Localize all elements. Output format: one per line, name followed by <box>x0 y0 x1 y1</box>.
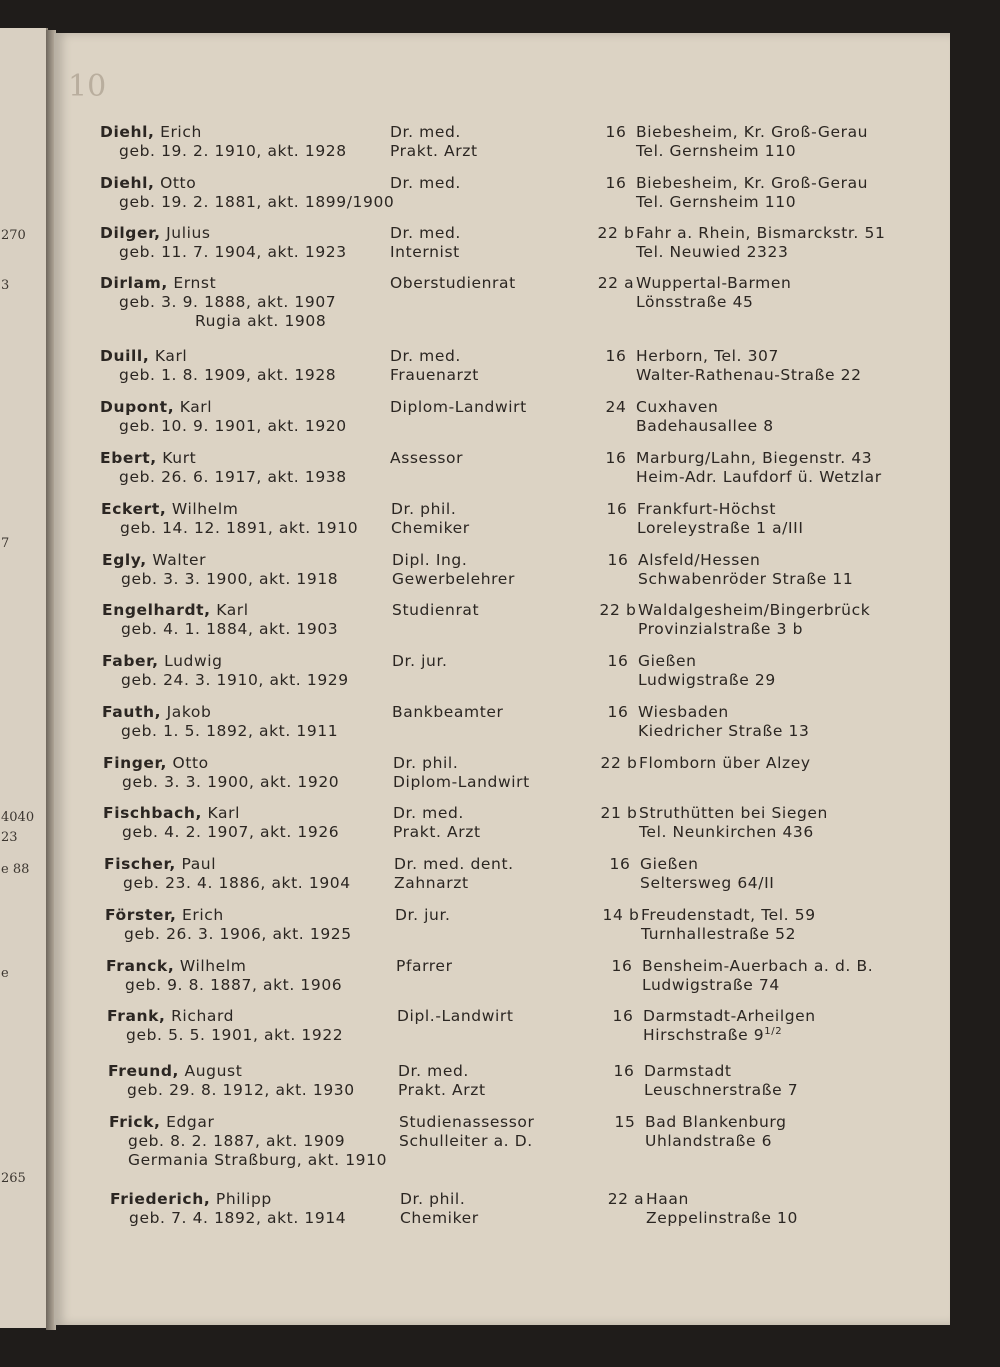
profession-detail: Chemiker <box>391 519 470 537</box>
name-line <box>102 703 402 722</box>
birth-line: geb. 9. 8. 1887, akt. 1906 <box>125 976 343 994</box>
address-line: Herborn, Tel. 307 <box>636 347 779 365</box>
address-line: Biebesheim, Kr. Groß-Gerau <box>636 174 869 192</box>
address-column <box>645 1113 945 1151</box>
name-line <box>103 754 403 773</box>
address-line: Bad Blankenburg <box>645 1113 787 1131</box>
margin-note: e <box>1 966 9 981</box>
margin-note: 7 <box>1 536 10 551</box>
birth-line: geb. 5. 5. 1901, akt. 1922 <box>126 1026 344 1044</box>
surname: Franck, <box>106 957 175 975</box>
address-line: Bensheim-Auerbach a. d. B. <box>642 957 874 975</box>
margin-note: 265 <box>1 1171 26 1186</box>
name-column <box>100 123 400 161</box>
surname: Dupont, <box>100 398 175 416</box>
profession: Dr. med. <box>393 804 464 822</box>
address-text: Provinzialstraße 3 b <box>638 620 804 638</box>
name-line <box>100 174 400 193</box>
name-line <box>105 906 405 925</box>
district-code: 16 <box>605 174 627 192</box>
address-column <box>638 703 938 741</box>
profession: Dr. jur. <box>392 652 448 670</box>
profession: Dr. med. <box>390 123 461 141</box>
profession: Assessor <box>390 449 464 467</box>
profession: Dipl.-Landwirt <box>397 1007 514 1025</box>
name-column <box>101 500 401 538</box>
address-line: Gießen <box>640 855 699 873</box>
address-text: Turnhallestraße 52 <box>641 925 797 943</box>
name-line <box>104 855 404 874</box>
profession: Dr. med. <box>390 224 461 242</box>
given-name: Karl <box>179 398 213 416</box>
profession-column <box>393 804 593 842</box>
address-text: Badehausallee 8 <box>636 417 774 435</box>
given-name: Edgar <box>166 1113 215 1131</box>
profession: Diplom-Landwirt <box>390 398 527 416</box>
address-column <box>643 1007 943 1045</box>
address-text: Ludwigstraße 29 <box>638 671 776 689</box>
surname: Eckert, <box>101 500 167 518</box>
district-code: 22 b <box>600 754 638 772</box>
address-text: Loreleystraße 1 a/III <box>637 519 804 537</box>
profession-column <box>390 449 590 468</box>
name-line <box>100 274 400 293</box>
address-column <box>637 500 937 538</box>
name-column <box>103 754 403 792</box>
name-column <box>104 855 404 893</box>
surname: Frick, <box>109 1113 161 1131</box>
address-line-2 <box>638 620 938 639</box>
surname: Fischbach, <box>103 804 203 822</box>
address-line-2 <box>636 417 936 436</box>
district-code: 16 <box>607 551 629 569</box>
given-name: Ernst <box>173 274 217 292</box>
address-text: Seltersweg 64/II <box>640 874 775 892</box>
given-name: Walter <box>152 551 207 569</box>
given-name: Philipp <box>215 1190 272 1208</box>
profession-column <box>398 1062 598 1100</box>
name-line <box>106 957 406 976</box>
profession-column <box>397 1007 597 1026</box>
profession: Dr. med. <box>390 347 461 365</box>
name-column <box>107 1007 407 1045</box>
address-text: Walter-Rathenau-Straße 22 <box>636 366 862 384</box>
surname: Ebert, <box>100 449 157 467</box>
profession-column <box>390 123 590 161</box>
name-line <box>108 1062 408 1081</box>
address-column <box>642 957 942 995</box>
birth-line: geb. 4. 2. 1907, akt. 1926 <box>122 823 340 841</box>
name-column <box>100 174 400 212</box>
given-name: Erich <box>182 906 224 924</box>
profession: Dr. med. dent. <box>394 855 514 873</box>
profession: Bankbeamter <box>392 703 504 721</box>
name-column <box>103 804 403 842</box>
name-column <box>100 274 400 331</box>
district-code: 16 <box>611 957 633 975</box>
name-column <box>100 224 400 262</box>
given-name: Karl <box>154 347 188 365</box>
given-name: Wilhelm <box>179 957 247 975</box>
address-column <box>638 601 938 639</box>
surname: Frank, <box>107 1007 166 1025</box>
name-line <box>100 224 400 243</box>
district-code: 14 b <box>602 906 640 924</box>
surname: Fischer, <box>104 855 176 873</box>
profession-detail: Prakt. Arzt <box>390 142 478 160</box>
district-code: 21 b <box>600 804 638 822</box>
birth-line: geb. 10. 9. 1901, akt. 1920 <box>119 417 347 435</box>
address-line: Fahr a. Rhein, Bismarckstr. 51 <box>636 224 886 242</box>
district-code: 16 <box>612 1007 634 1025</box>
address-line: Darmstadt-Arheilgen <box>643 1007 816 1025</box>
profession-column <box>392 703 592 722</box>
name-column <box>102 601 402 639</box>
name-line <box>102 652 402 671</box>
name-column <box>100 398 400 436</box>
birth-line: geb. 7. 4. 1892, akt. 1914 <box>129 1209 347 1227</box>
surname: Finger, <box>103 754 167 772</box>
name-line <box>109 1113 409 1132</box>
directory-page <box>54 33 950 1325</box>
address-line: Freudenstadt, Tel. 59 <box>641 906 816 924</box>
surname: Freund, <box>108 1062 180 1080</box>
profession-column <box>390 224 590 262</box>
birth-line: geb. 4. 1. 1884, akt. 1903 <box>121 620 339 638</box>
address-text: Tel. Gernsheim 110 <box>636 142 797 160</box>
surname: Dirlam, <box>100 274 168 292</box>
address-column <box>641 906 941 944</box>
profession: Dr. phil. <box>391 500 457 518</box>
margin-note: 4040 <box>1 810 35 825</box>
address-column <box>636 274 936 312</box>
district-code: 16 <box>607 703 629 721</box>
address-line-2 <box>636 193 936 212</box>
address-column <box>638 652 938 690</box>
address-line-2 <box>636 243 936 262</box>
district-code: 15 <box>614 1113 636 1131</box>
profession: Dipl. Ing. <box>392 551 468 569</box>
birth-line: geb. 3. 3. 1900, akt. 1918 <box>121 570 339 588</box>
birth-line: geb. 26. 6. 1917, akt. 1938 <box>119 468 347 486</box>
address-line: Marburg/Lahn, Biegenstr. 43 <box>636 449 873 467</box>
facing-page-edge <box>0 28 48 1328</box>
address-column <box>639 754 939 773</box>
district-code: 22 b <box>597 224 635 242</box>
name-column <box>102 551 402 589</box>
address-line-2 <box>646 1209 946 1228</box>
district-code: 16 <box>609 855 631 873</box>
profession-column <box>390 398 590 417</box>
profession: Dr. med. <box>398 1062 469 1080</box>
profession: Studienrat <box>392 601 480 619</box>
profession-column <box>394 855 594 893</box>
address-line-2 <box>638 570 938 589</box>
name-column <box>106 957 406 995</box>
profession-column <box>399 1113 599 1151</box>
profession-detail: Internist <box>390 243 460 261</box>
surname: Duill, <box>100 347 150 365</box>
address-line: Flomborn über Alzey <box>639 754 811 772</box>
profession: Dr. jur. <box>395 906 451 924</box>
district-code: 22 b <box>599 601 637 619</box>
profession-detail: Frauenarzt <box>390 366 479 384</box>
name-column <box>100 449 400 487</box>
address-text: Tel. Neuwied 2323 <box>636 243 789 261</box>
address-line-2 <box>643 1026 943 1045</box>
surname: Faber, <box>102 652 159 670</box>
profession: Studienassessor <box>399 1113 535 1131</box>
given-name: August <box>184 1062 243 1080</box>
profession-column <box>390 274 590 293</box>
birth-line: geb. 24. 3. 1910, akt. 1929 <box>121 671 349 689</box>
profession: Dr. phil. <box>393 754 459 772</box>
address-line-2 <box>642 976 942 995</box>
address-line: Alsfeld/Hessen <box>638 551 761 569</box>
name-column <box>108 1062 408 1100</box>
address-line-2 <box>639 823 939 842</box>
profession-detail: Prakt. Arzt <box>393 823 481 841</box>
name-column <box>109 1113 409 1170</box>
surname: Diehl, <box>100 123 155 141</box>
surname: Egly, <box>102 551 147 569</box>
address-line: Cuxhaven <box>636 398 719 416</box>
profession: Oberstudienrat <box>390 274 516 292</box>
profession-column <box>392 652 592 671</box>
profession: Dr. med. <box>390 174 461 192</box>
given-name: Otto <box>172 754 209 772</box>
given-name: Julius <box>166 224 211 242</box>
name-column <box>102 703 402 741</box>
profession-column <box>400 1190 600 1228</box>
address-text: Lönsstraße 45 <box>636 293 754 311</box>
address-text: Heim-Adr. Laufdorf ü. Wetzlar <box>636 468 882 486</box>
name-column <box>110 1190 410 1228</box>
birth-line: geb. 11. 7. 1904, akt. 1923 <box>119 243 347 261</box>
given-name: Kurt <box>162 449 197 467</box>
birth-line: geb. 8. 2. 1887, akt. 1909 <box>128 1132 346 1150</box>
profession-detail: Chemiker <box>400 1209 479 1227</box>
address-text: Tel. Gernsheim 110 <box>636 193 797 211</box>
birth-line: geb. 29. 8. 1912, akt. 1930 <box>127 1081 355 1099</box>
given-name: Ludwig <box>164 652 223 670</box>
address-line: Biebesheim, Kr. Groß-Gerau <box>636 123 869 141</box>
margin-note: 3 <box>1 278 10 293</box>
address-column <box>639 804 939 842</box>
margin-note: e 88 <box>1 862 30 877</box>
margin-note: 270 <box>1 228 26 243</box>
address-line: Waldalgesheim/Bingerbrück <box>638 601 871 619</box>
profession-column <box>392 601 592 620</box>
name-line <box>103 804 403 823</box>
address-column <box>644 1062 944 1100</box>
address-line: Frankfurt-Höchst <box>637 500 777 518</box>
surname: Dilger, <box>100 224 161 242</box>
address-column <box>638 551 938 589</box>
given-name: Erich <box>160 123 202 141</box>
profession: Dr. phil. <box>400 1190 466 1208</box>
name-column <box>100 347 400 385</box>
given-name: Jakob <box>166 703 212 721</box>
extra-line: Rugia akt. 1908 <box>195 312 327 330</box>
address-line-2 <box>636 142 936 161</box>
address-line-2 <box>638 671 938 690</box>
profession-detail: Diplom-Landwirt <box>393 773 530 791</box>
address-line: Struthütten bei Siegen <box>639 804 828 822</box>
surname: Diehl, <box>100 174 155 192</box>
address-text: Kiedricher Straße 13 <box>638 722 810 740</box>
address-line: Wuppertal-Barmen <box>636 274 792 292</box>
address-column <box>636 449 936 487</box>
birth-line: geb. 23. 4. 1886, akt. 1904 <box>123 874 351 892</box>
address-line-2 <box>645 1132 945 1151</box>
name-line <box>100 123 400 142</box>
extra-line: Germania Straßburg, akt. 1910 <box>128 1151 388 1169</box>
birth-line: geb. 19. 2. 1881, akt. 1899/1900 <box>119 193 395 211</box>
name-line <box>102 601 402 620</box>
district-code: 16 <box>606 500 628 518</box>
address-column <box>636 224 936 262</box>
address-text: Uhlandstraße 6 <box>645 1132 773 1150</box>
district-code: 24 <box>605 398 627 416</box>
address-line: Gießen <box>638 652 697 670</box>
name-line <box>107 1007 407 1026</box>
profession-detail: Gewerbelehrer <box>392 570 515 588</box>
name-line <box>101 500 401 519</box>
given-name: Karl <box>207 804 241 822</box>
profession-column <box>395 906 595 925</box>
birth-line: geb. 1. 8. 1909, akt. 1928 <box>119 366 337 384</box>
district-code: 22 a <box>607 1190 645 1208</box>
address-line-2 <box>638 722 938 741</box>
birth-line: geb. 14. 12. 1891, akt. 1910 <box>120 519 359 537</box>
birth-line: geb. 26. 3. 1906, akt. 1925 <box>124 925 352 943</box>
profession-column <box>390 174 590 193</box>
address-line-2 <box>637 519 937 538</box>
district-code: 16 <box>613 1062 635 1080</box>
address-column <box>640 855 940 893</box>
profession: Pfarrer <box>396 957 453 975</box>
given-name: Wilhelm <box>171 500 239 518</box>
address-column <box>636 347 936 385</box>
district-code: 22 a <box>597 274 635 292</box>
surname: Engelhardt, <box>102 601 211 619</box>
address-line: Haan <box>646 1190 689 1208</box>
address-text: Zeppelinstraße 10 <box>646 1209 798 1227</box>
name-line <box>100 347 400 366</box>
given-name: Paul <box>181 855 217 873</box>
address-line: Wiesbaden <box>638 703 729 721</box>
given-name: Karl <box>216 601 249 619</box>
address-line-2 <box>640 874 940 893</box>
birth-line: geb. 19. 2. 1910, akt. 1928 <box>119 142 347 160</box>
name-line <box>110 1190 410 1209</box>
address-column <box>636 398 936 436</box>
profession-column <box>391 500 591 538</box>
address-fraction: 1/2 <box>764 1025 783 1037</box>
name-line <box>100 398 400 417</box>
profession-column <box>390 347 590 385</box>
address-line-2 <box>636 293 936 312</box>
given-name: Otto <box>160 174 197 192</box>
profession-detail: Prakt. Arzt <box>398 1081 486 1099</box>
address-text: Ludwigstraße 74 <box>642 976 780 994</box>
name-line <box>100 449 400 468</box>
address-line-2 <box>636 366 936 385</box>
profession-column <box>393 754 593 792</box>
profession-column <box>396 957 596 976</box>
address-column <box>646 1190 946 1228</box>
address-line-2 <box>636 468 936 487</box>
address-line: Darmstadt <box>644 1062 732 1080</box>
address-column <box>636 174 936 212</box>
birth-line: geb. 3. 9. 1888, akt. 1907 <box>119 293 337 311</box>
district-code: 16 <box>607 652 629 670</box>
address-text: Hirschstraße 9 <box>643 1026 765 1044</box>
profession-column <box>392 551 592 589</box>
district-code: 16 <box>605 123 627 141</box>
surname: Friederich, <box>110 1190 211 1208</box>
address-line-2 <box>641 925 941 944</box>
district-code: 16 <box>605 347 627 365</box>
pencil-mark: 10 <box>68 69 107 104</box>
name-column <box>105 906 405 944</box>
name-column <box>102 652 402 690</box>
birth-line: geb. 3. 3. 1900, akt. 1920 <box>122 773 340 791</box>
address-text: Leuschnerstraße 7 <box>644 1081 799 1099</box>
profession-detail: Schulleiter a. D. <box>399 1132 533 1150</box>
birth-line: geb. 1. 5. 1892, akt. 1911 <box>121 722 339 740</box>
profession-detail: Zahnarzt <box>394 874 469 892</box>
name-line <box>102 551 402 570</box>
address-line-2 <box>644 1081 944 1100</box>
address-text: Tel. Neunkirchen 436 <box>639 823 814 841</box>
district-code: 16 <box>605 449 627 467</box>
given-name: Richard <box>171 1007 235 1025</box>
address-text: Schwabenröder Straße 11 <box>638 570 854 588</box>
surname: Förster, <box>105 906 177 924</box>
margin-note: 23 <box>1 830 18 845</box>
surname: Fauth, <box>102 703 162 721</box>
address-column <box>636 123 936 161</box>
